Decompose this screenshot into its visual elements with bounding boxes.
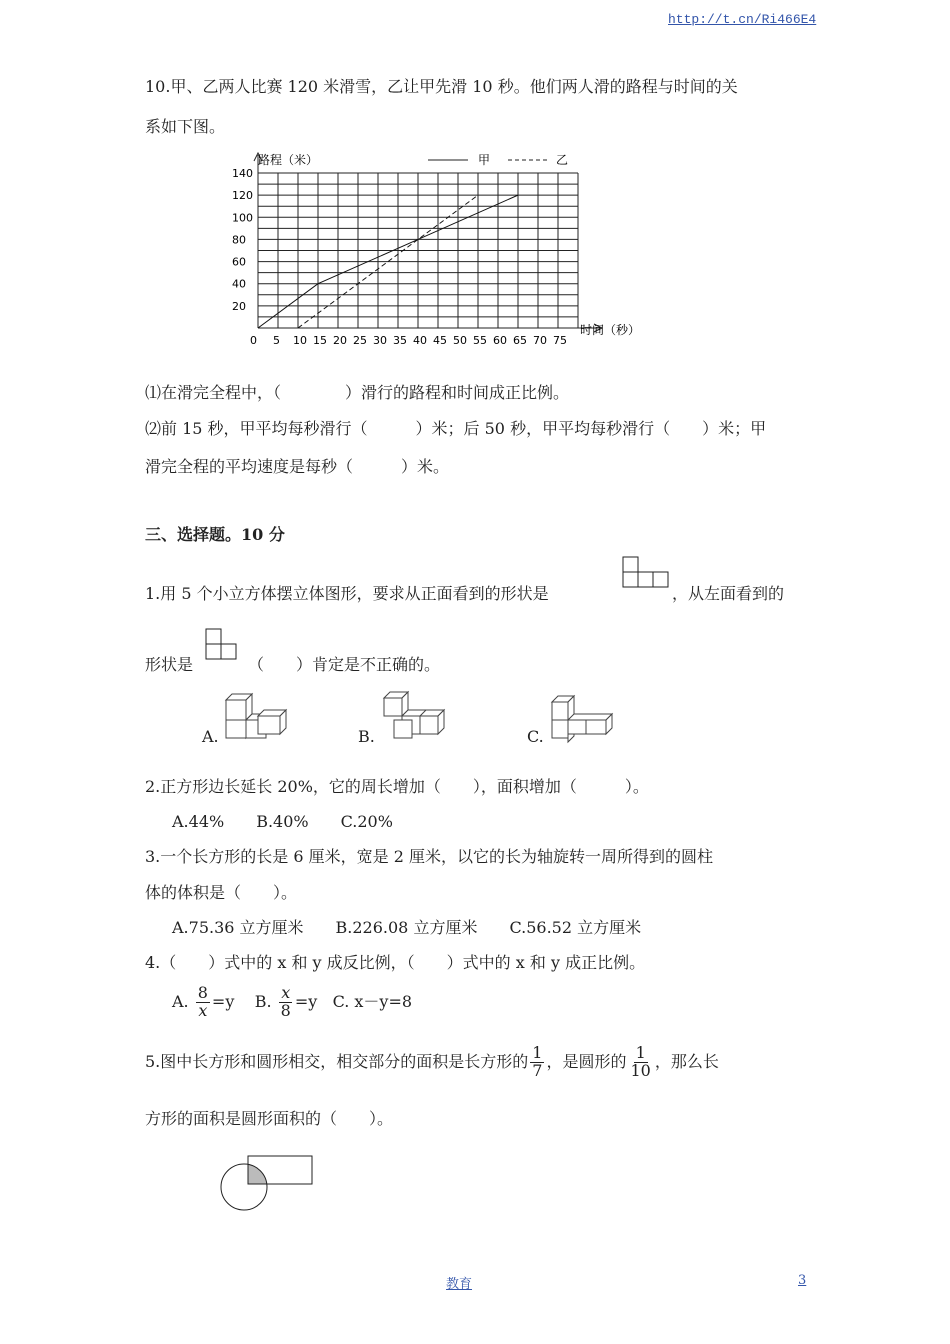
q4-a-denominator: x [198, 1000, 208, 1020]
q10-sub2-line1: ⑵前 15 秒，甲平均每秒滑行（ ）米；后 50 秒，甲平均每秒滑行（ ）米；甲 [145, 419, 767, 438]
x-tick-label: 70 [533, 334, 547, 347]
x-tick-label: 60 [493, 334, 507, 347]
y-tick-label: 120 [232, 189, 253, 203]
chart-y-label: 路程（米） [258, 153, 319, 167]
q1-option-b-figure [380, 690, 450, 742]
q4-option-a-label: A. [172, 991, 189, 1011]
legend-label-jia: 甲 [478, 153, 491, 167]
q3-text-line2: 体的体积是（ ）。 [145, 883, 298, 902]
q4-option-b-fraction [279, 985, 293, 1020]
q5-circle-rectangle-figure [216, 1150, 336, 1220]
y-tick-label: 60 [232, 255, 246, 269]
q5-fraction-2 [628, 1045, 652, 1080]
x-tick-label: 15 [313, 334, 327, 347]
q1-text-b: ，从左面看到的 [672, 584, 785, 603]
q2-text: 2.正方形边长延长 20%，它的周长增加（ ），面积增加（ ）。 [145, 777, 649, 796]
q5-f2-den: 10 [630, 1060, 651, 1080]
q2-options: A.44% B.40% C.20% [172, 812, 393, 831]
x-tick-label: 50 [453, 334, 467, 347]
q4-b-denominator: 8 [280, 1000, 291, 1020]
chart-axes [254, 153, 602, 332]
x-tick-label: 20 [333, 334, 347, 347]
q5-text-tail: ，那么长 [654, 1051, 719, 1071]
q5-text-line2: 方形的面积是圆形面积的（ ）。 [145, 1109, 394, 1128]
x-tick-label: 75 [553, 334, 567, 347]
distance-time-chart [228, 148, 648, 348]
q4-text: 4.（ ）式中的 x 和 y 成反比例，（ ）式中的 x 和 y 成正比例。 [145, 953, 646, 972]
q5-f2-num: 1 [635, 1043, 646, 1062]
q5-f1-den: 7 [532, 1060, 543, 1080]
q5-fraction-1 [530, 1045, 544, 1080]
x-tick-label: 5 [273, 334, 280, 347]
q4-option-a-tail: =y [211, 991, 235, 1011]
y-tick-label: 80 [232, 233, 246, 247]
front-view-shape [622, 556, 672, 592]
footer-center-link[interactable]: 教育 [446, 1277, 473, 1292]
q4-option-a-fraction [196, 985, 210, 1020]
y-tick-label: 20 [232, 299, 246, 313]
q3-options: A.75.36 立方厘米 B.226.08 立方厘米 C.56.52 立方厘米 [172, 918, 642, 937]
q1-text-c: 形状是 [145, 655, 194, 674]
x-tick-label: 30 [373, 334, 387, 347]
page-number: 3 [798, 1273, 807, 1288]
x-tick-label: 55 [473, 334, 487, 347]
q1-option-a-figure [222, 690, 292, 742]
q10-sub1: ⑴在滑完全程中，（ ）滑行的路程和时间成正比例。 [145, 383, 570, 402]
q1-option-c-figure [548, 690, 618, 742]
x-tick-label: 0 [250, 334, 257, 347]
q4-option-b-tail: =y [294, 991, 318, 1011]
header-link[interactable]: http://t.cn/Ri466E4 [668, 12, 817, 27]
q5-text-line1 [145, 1045, 719, 1080]
q1-option-a-label: A. [202, 727, 219, 746]
chart-ticks [232, 167, 567, 347]
x-tick-label: 65 [513, 334, 527, 347]
section3-title: 三、选择题。10 分 [145, 525, 285, 544]
q4-option-b-label: B. [254, 991, 272, 1011]
q4-options [172, 985, 412, 1020]
q4-a-numerator: 8 [197, 983, 208, 1002]
chart-grid [258, 173, 578, 328]
y-tick-label: 40 [232, 277, 246, 291]
q1-option-c-label: C. [527, 727, 544, 746]
x-tick-label: 25 [353, 334, 367, 347]
q4-b-numerator: x [281, 983, 291, 1002]
q5-text-a: 5.图中长方形和圆形相交，相交部分的面积是长方形的 [145, 1051, 529, 1071]
x-tick-label: 45 [433, 334, 447, 347]
q10-line2: 系如下图。 [145, 117, 226, 136]
q5-f1-num: 1 [532, 1043, 543, 1062]
x-tick-label: 35 [393, 334, 407, 347]
q3-text-line1: 3.一个长方形的长是 6 厘米，宽是 2 厘米，以它的长为轴旋转一周所得到的圆柱 [145, 847, 713, 866]
legend-label-yi: 乙 [556, 153, 569, 167]
left-view-shape [205, 628, 241, 664]
x-tick-label: 10 [293, 334, 307, 347]
q10-line1: 10.甲、乙两人比赛 120 米滑雪，乙让甲先滑 10 秒。他们两人滑的路程与时间的关 [145, 77, 738, 96]
q1-text-a: 1.用 5 个小立方体摆立体图形，要求从正面看到的形状是 [145, 584, 549, 603]
q1-option-b-label: B. [358, 727, 375, 746]
x-tick-label: 40 [413, 334, 427, 347]
q4-option-c: C. x－y=8 [332, 991, 413, 1011]
y-tick-label: 100 [232, 211, 253, 225]
q1-text-d: （ ）肯定是不正确的。 [248, 655, 441, 674]
y-tick-label: 140 [232, 167, 253, 180]
q5-text-mid: ，是圆形的 [546, 1051, 627, 1071]
q10-sub2-line2: 滑完全程的平均速度是每秒（ ）米。 [145, 457, 450, 476]
chart-x-label: 时间（秒） [580, 323, 641, 337]
